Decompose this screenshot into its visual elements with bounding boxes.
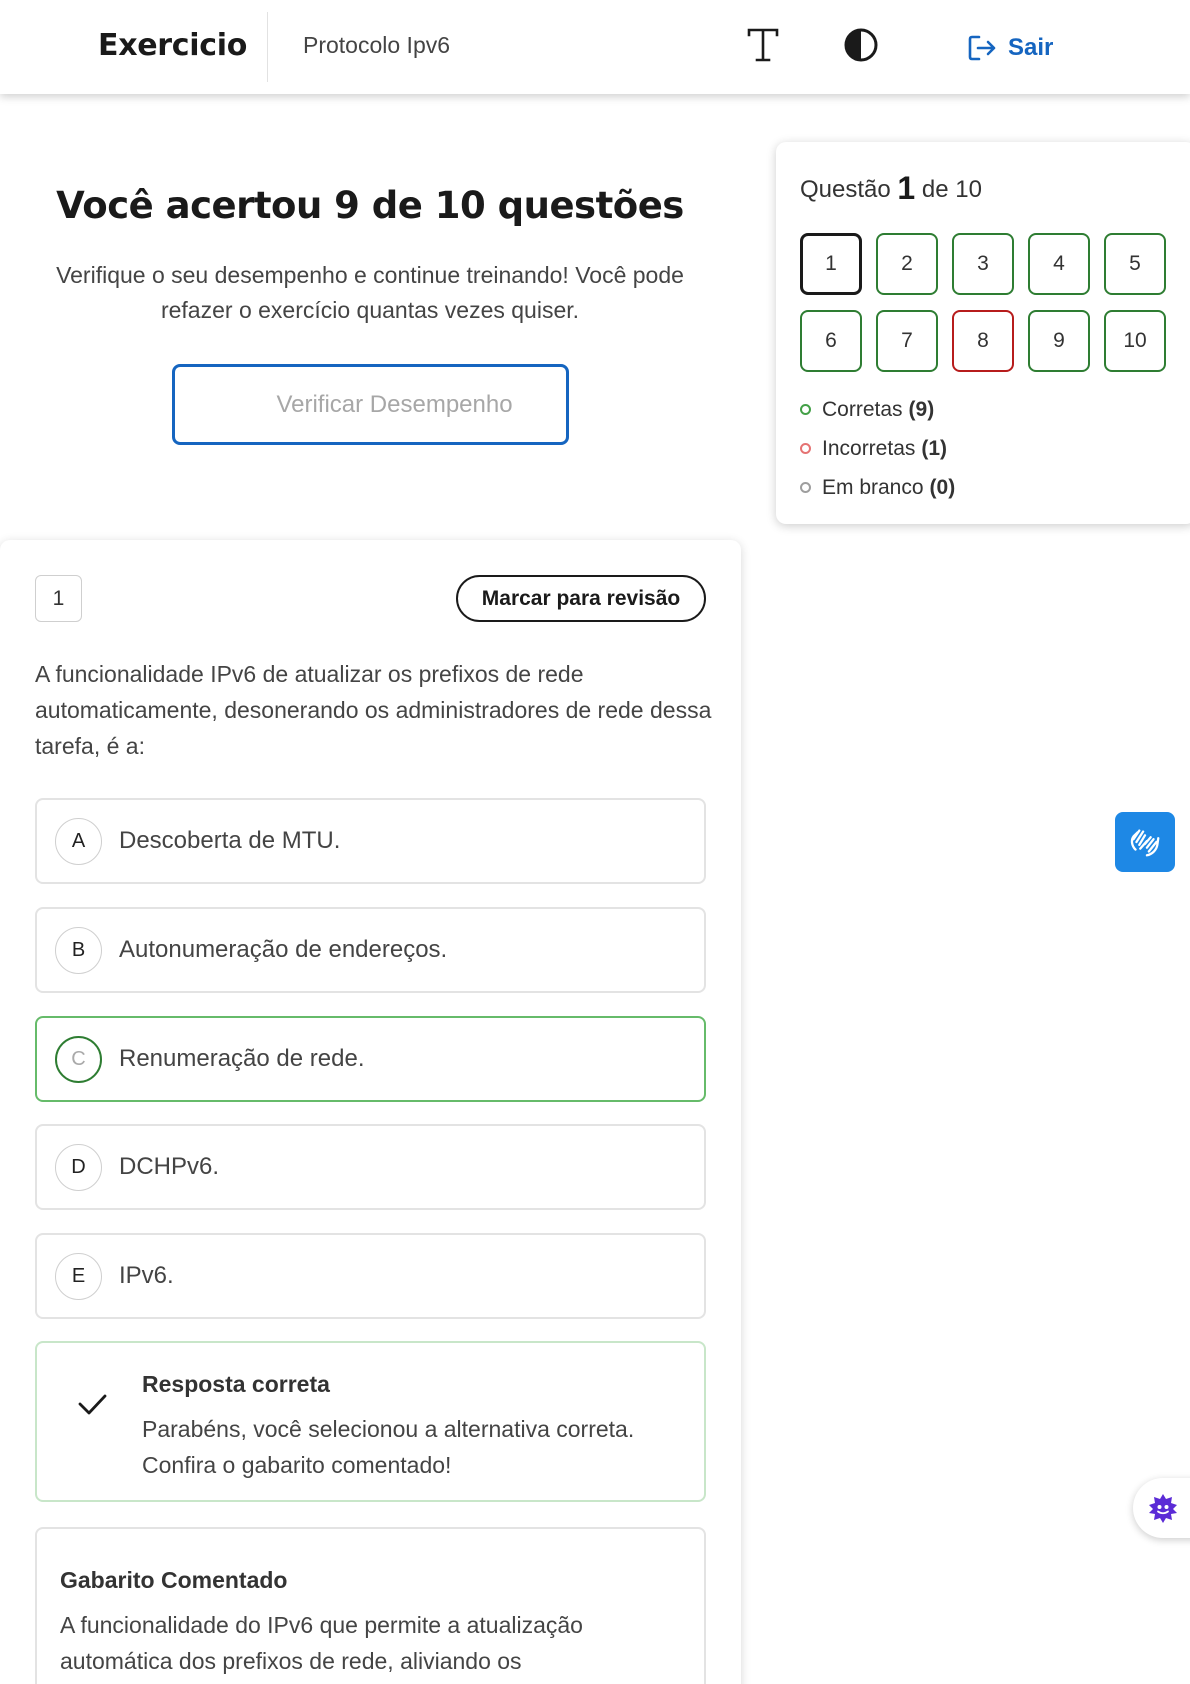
question-box-10[interactable]: 10 — [1104, 310, 1166, 372]
navigator-label-suffix: de 10 — [921, 176, 982, 203]
question-box-2[interactable]: 2 — [876, 233, 938, 295]
option-text: DCHPv6. — [119, 1153, 220, 1180]
option-d[interactable] — [35, 1124, 706, 1210]
exit-label: Sair — [1008, 34, 1054, 61]
option-letter: A — [55, 818, 102, 865]
commented-answer-text: A funcionalidade do IPv6 que permite a atualização automática dos prefixos de rede, aliviando os — [60, 1612, 583, 1674]
legend-correct — [800, 390, 955, 429]
top-header — [0, 0, 1190, 94]
option-letter: C — [55, 1036, 102, 1083]
question-box-7[interactable]: 7 — [876, 310, 938, 372]
green-dot-icon — [800, 404, 811, 415]
option-letter: B — [55, 927, 102, 974]
legend-incorrect — [800, 429, 955, 468]
legend-label: Em branco — [822, 475, 924, 499]
option-a[interactable] — [35, 798, 706, 884]
status-legend — [800, 390, 955, 507]
logout-icon — [966, 32, 998, 64]
commented-answer-title: Gabarito Comentado — [60, 1567, 288, 1593]
question-box-9[interactable]: 9 — [1028, 310, 1090, 372]
mark-for-review-button[interactable]: Marcar para revisão — [456, 575, 706, 622]
sign-language-hands-icon — [1126, 823, 1164, 861]
sign-language-button[interactable] — [1115, 812, 1175, 872]
question-box-1[interactable]: 1 — [800, 233, 862, 295]
legend-count: (0) — [929, 475, 956, 499]
option-e[interactable] — [35, 1233, 706, 1319]
assistant-button[interactable] — [1133, 1478, 1190, 1538]
question-box-8[interactable]: 8 — [952, 310, 1014, 372]
legend-blank — [800, 468, 955, 507]
question-box-6[interactable]: 6 — [800, 310, 862, 372]
question-box-4[interactable]: 4 — [1028, 233, 1090, 295]
legend-count: (1) — [921, 436, 948, 460]
assistant-bot-icon — [1147, 1492, 1179, 1524]
gray-dot-icon — [800, 482, 811, 493]
navigator-heading — [800, 170, 982, 207]
question-card — [0, 540, 741, 1684]
header-divider — [267, 12, 268, 82]
option-letter: E — [55, 1253, 102, 1300]
option-b[interactable] — [35, 907, 706, 993]
option-text: Renumeração de rede. — [119, 1045, 365, 1072]
navigator-current-number: 1 — [897, 170, 916, 206]
feedback-text: Parabéns, você selecionou a alternativa correta. Confira o gabarito comentado! — [142, 1416, 635, 1478]
question-navigator — [776, 142, 1190, 524]
answer-feedback — [35, 1341, 706, 1502]
checkmark-icon — [75, 1387, 109, 1421]
verify-performance-button[interactable]: Verificar Desempenho — [172, 364, 569, 445]
option-text: Descoberta de MTU. — [119, 827, 341, 854]
exercise-subtitle: Protocolo Ipv6 — [303, 32, 451, 58]
app-title: Exercicio — [98, 28, 248, 63]
question-box-5[interactable]: 5 — [1104, 233, 1166, 295]
option-c[interactable] — [35, 1016, 706, 1102]
legend-label: Incorretas — [822, 436, 916, 460]
option-text: IPv6. — [119, 1262, 174, 1289]
result-title: Você acertou 9 de 10 questões — [56, 184, 684, 227]
legend-count: (9) — [908, 397, 935, 421]
legend-label: Corretas — [822, 397, 903, 421]
red-dot-icon — [800, 443, 811, 454]
question-statement: A funcionalidade IPv6 de atualizar os prefixos de rede automaticamente, desonerando os administradores de rede dessa tarefa, é a: — [35, 661, 712, 759]
question-box-3[interactable]: 3 — [952, 233, 1014, 295]
exit-button[interactable] — [966, 30, 1053, 66]
question-number: 1 — [35, 575, 82, 622]
option-letter: D — [55, 1144, 102, 1191]
option-text: Autonumeração de endereços. — [119, 936, 448, 963]
feedback-title: Resposta correta — [142, 1371, 330, 1397]
result-text: Verifique o seu desempenho e continue treinando! Você pode refazer o exercício quantas vezes quiser. — [56, 262, 684, 323]
contrast-icon[interactable] — [843, 27, 879, 63]
navigator-label-prefix: Questão — [800, 176, 891, 203]
commented-answer — [35, 1527, 706, 1684]
question-grid — [800, 233, 1170, 372]
font-size-icon[interactable] — [745, 24, 781, 64]
